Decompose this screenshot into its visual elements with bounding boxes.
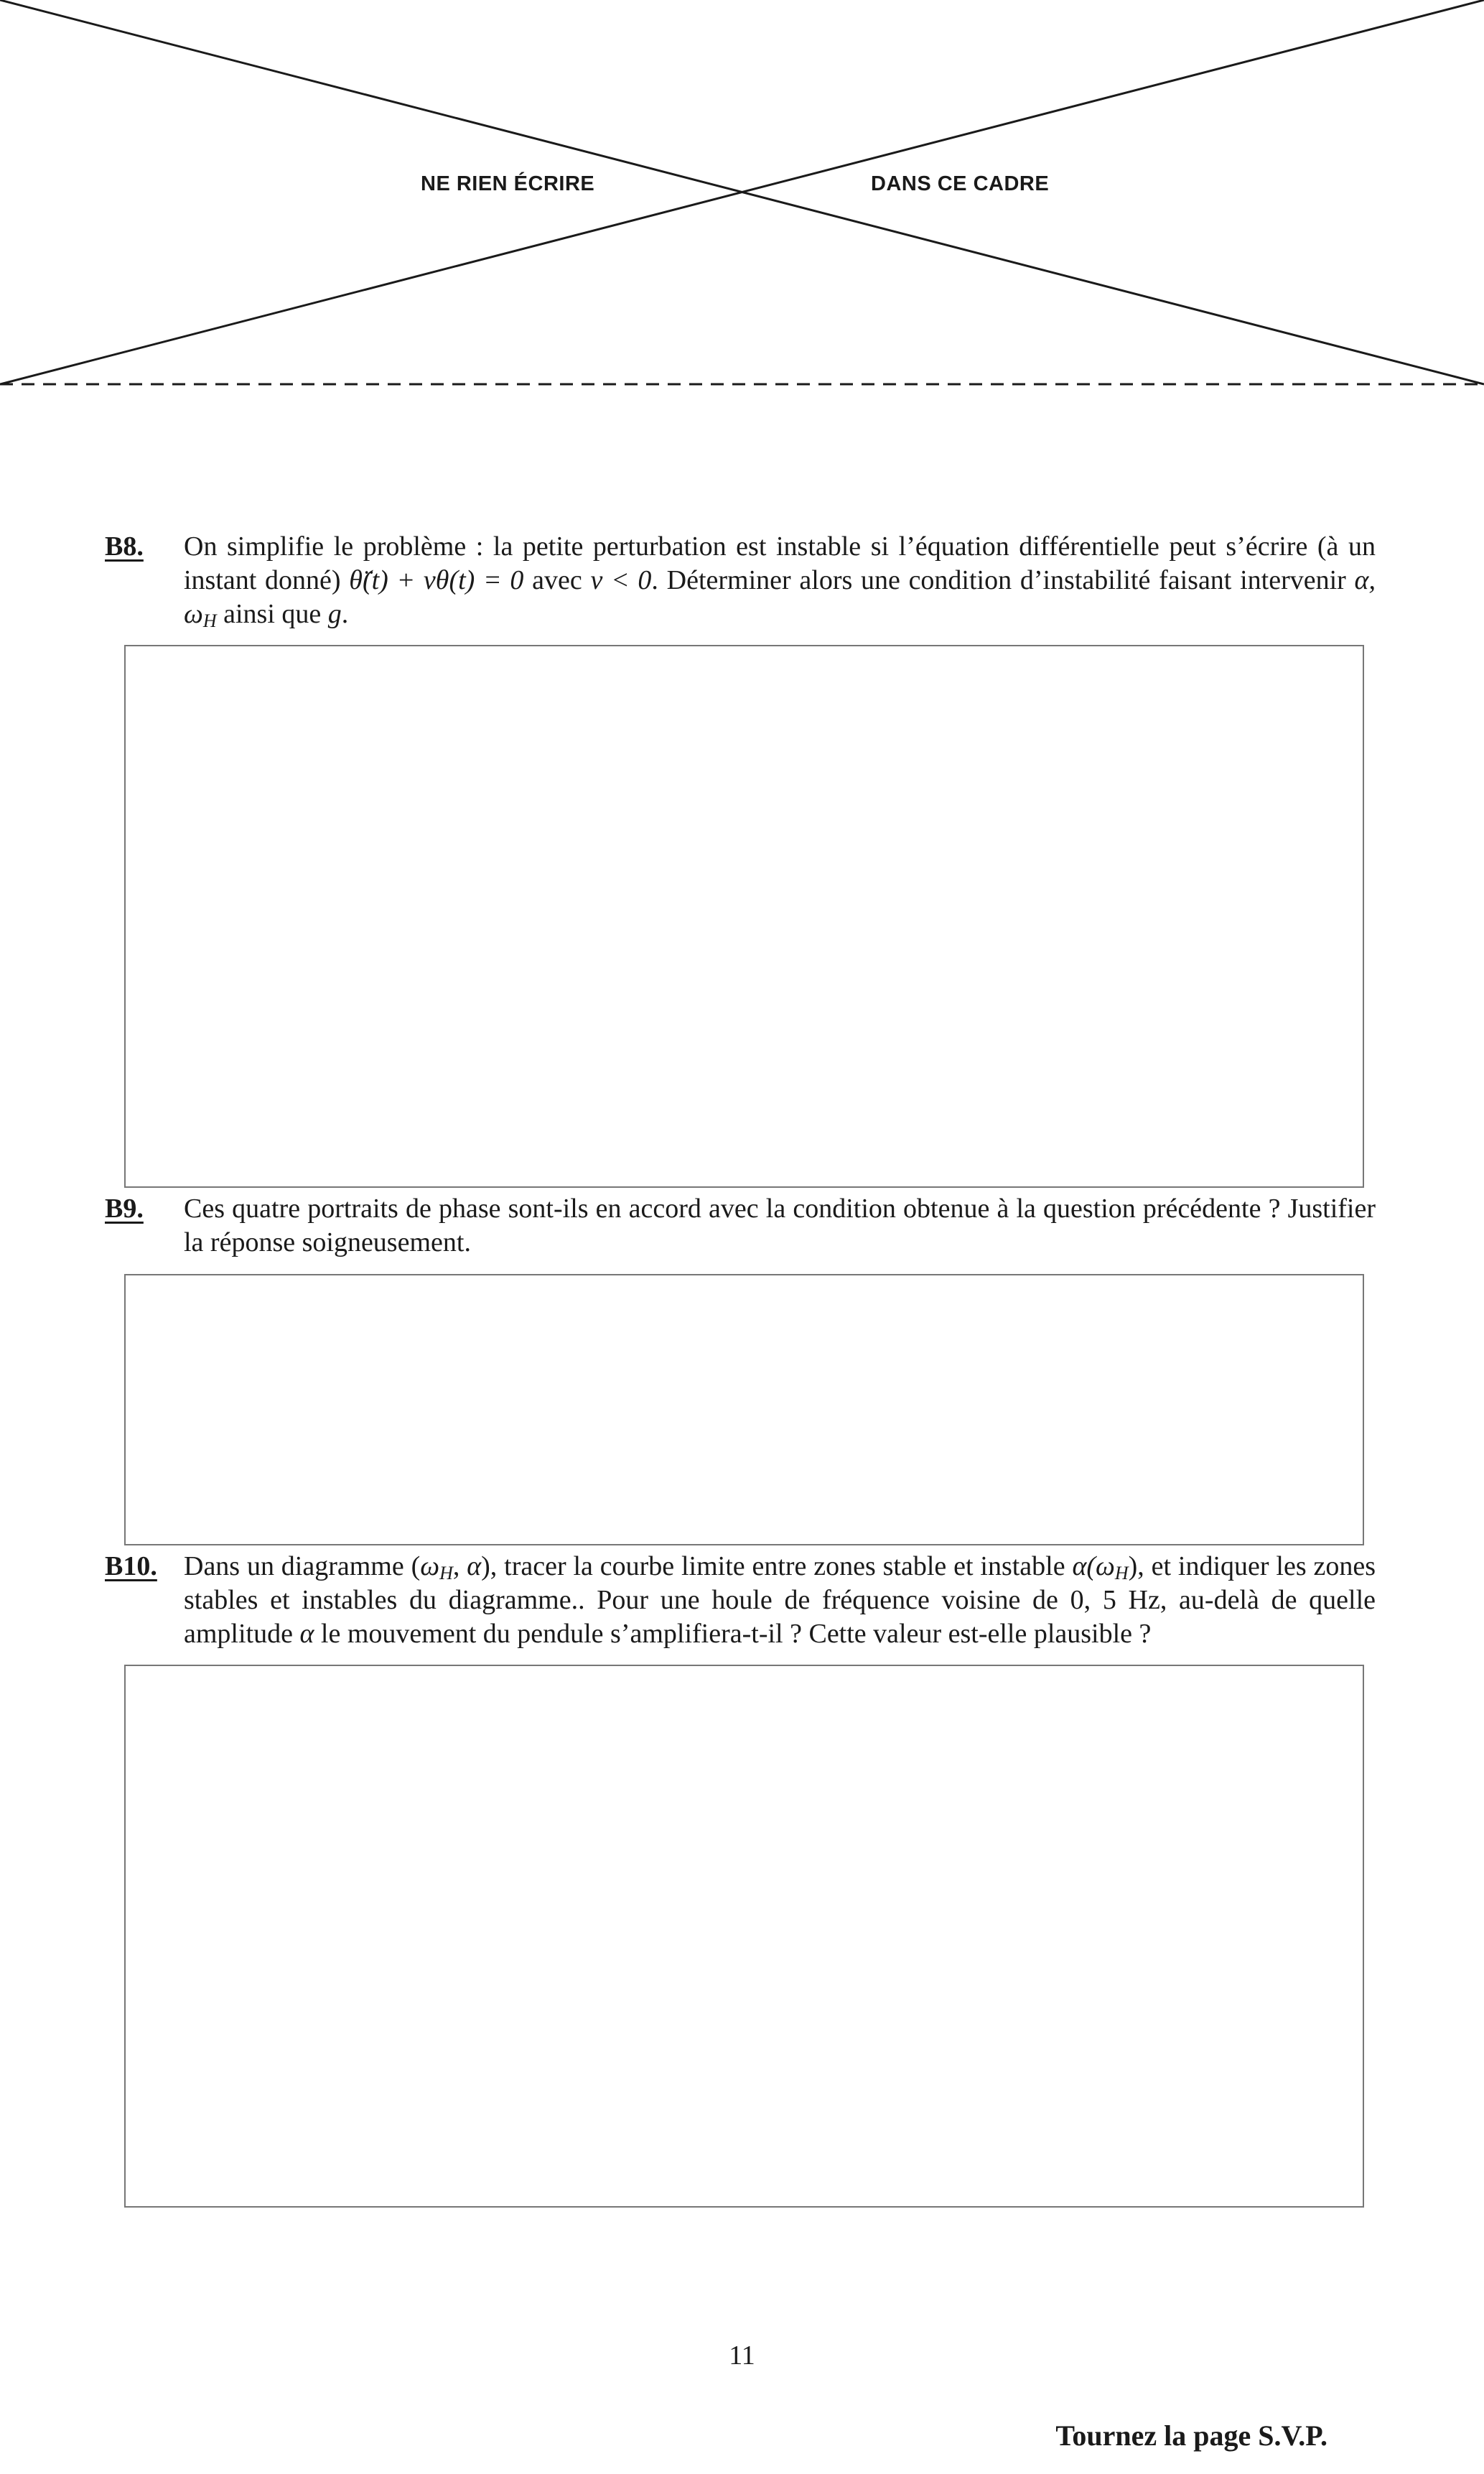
- question-text: Ces quatre portraits de phase sont-ils en accord avec la condition obtenue à la question précédente ? Justifier la réponse soigneusement.: [184, 1194, 1376, 1257]
- turn-page-note: Tournez la page S.V.P.: [1055, 2419, 1327, 2452]
- answer-box-b10[interactable]: [124, 1665, 1364, 2208]
- page-number: 11: [729, 2340, 755, 2371]
- question-b9: [105, 1192, 1376, 1260]
- answer-box-b8[interactable]: [124, 645, 1364, 1188]
- header-left-text: NE RIEN ÉCRIRE: [421, 172, 595, 195]
- question-label: B9.: [105, 1194, 144, 1224]
- question-b8: [105, 530, 1376, 631]
- question-text: On simplifie le problème : la petite perturbation est instable si l’équation différentielle peut s’écrire (à un instant donné) θ̈(t) + νθ(t) = 0 avec ν < 0. Déterminer alors une condition d’instabilité faisant intervenir α, $\omega_H$ ainsi que g.: [184, 531, 1376, 631]
- question-text: Dans un diagramme ($\omega_H$, α), tracer la courbe limite entre zones stable et instable $\alpha(\omega_H)$, et indiquer les zones stables et instables du diagramme.. Pour une houle de fréquence voisine de 0, 5 Hz, au-delà de quelle amplitude α le mouvement du pendule s’amplifiera-t-il ? Cette valeur est-elle plausible ?: [184, 1551, 1376, 1649]
- header-right-text: DANS CE CADRE: [871, 172, 1050, 195]
- header-cross-frame: [0, 0, 1484, 402]
- question-label: B10.: [105, 1551, 157, 1581]
- question-b10: [105, 1550, 1376, 1651]
- question-label: B8.: [105, 531, 144, 562]
- answer-box-b9[interactable]: [124, 1274, 1364, 1545]
